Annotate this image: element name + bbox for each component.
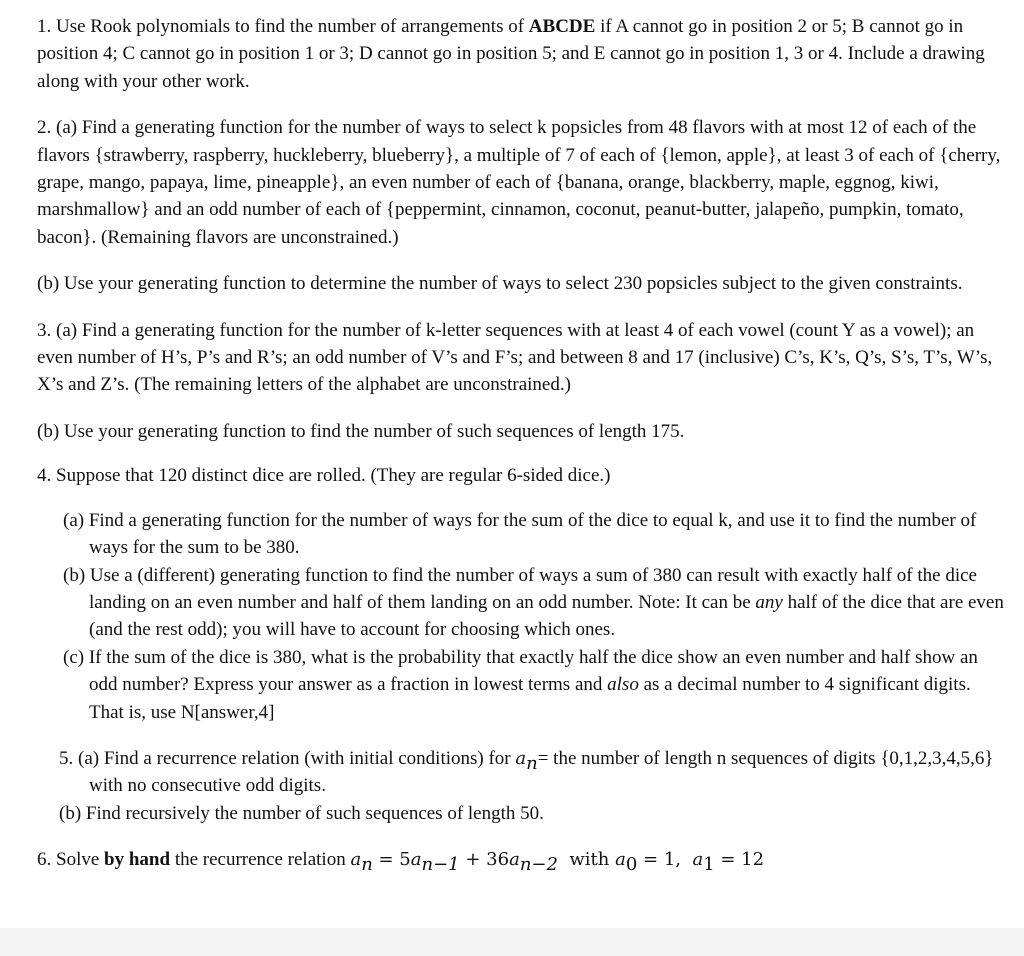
problem-5b: (b) Find recursively the number of such sequences of length 50. xyxy=(59,802,544,824)
problem-2b: (b) Use your generating function to determine the number of ways to select 230 popsicles subject to the given constraints. xyxy=(37,273,963,295)
problem-4c-text-rest: as a decimal number to 4 significant digits. That is, use N[answer,4] xyxy=(89,674,971,723)
problem-4b-emphasis: any xyxy=(755,591,783,613)
eq-coef-2: + 36 xyxy=(459,849,510,871)
problem-1-word: ABCDE xyxy=(528,16,596,37)
eq-term-1-sub: n−1 xyxy=(421,853,460,875)
page-bottom-band xyxy=(0,928,1024,956)
problem-3a: 3. (a) Find a generating function for the number of k-letter sequences with at least 4 of each vowel (count Y as a vowel); an even number of H’s, P’s and R’s; an odd number of V’s and F’s; and between 8 and 17 (inclusive) C’s, K’s, Q’s, S’s, T’s, W’s, X’s and Z’s. (The remaining letters of the alphabet are unconstrained.) xyxy=(37,319,993,396)
problem-6-text-rest: the recurrence relation xyxy=(170,849,351,871)
problem-2a: 2. (a) Find a generating function for the number of ways to select k popsicles from 48 flavors with at most 12 of each of the flavors {strawberry, raspberry, huckleberry, blueberry}, a multiple of 7 of each of {lemon, apple}, at least 3 of each of {cherry, grape, mango, papaya, lime, pineapple}, an even number of each of {banana, orange, blackberry, maple, eggnog, kiwi, marshmallow} and an odd number of each of {peppermint, cinnamon, coconut, peanut-butter, jalapeño, pumpkin, tomato, bacon}. (Remaining flavors are unconstrained.) xyxy=(37,117,1001,248)
problem-1-text: 1. Use Rook polynomials to find the number of arrangements of xyxy=(37,16,529,37)
ic-0-sub: 0 xyxy=(625,853,638,875)
problem-4-parts xyxy=(37,507,1004,726)
problem-4c-emphasis: also xyxy=(607,674,639,696)
problem-5a-text-rest: = the number of length n sequences of digits {0,1,2,3,4,5,6} with no consecutive odd digits. xyxy=(89,747,994,797)
problem-4b-text: (b) Use a (different) generating function to find the number of ways a sum of 380 can result with exactly half of the dice landing on an even number and half of them landing on an odd number. Note: It can be xyxy=(63,564,977,613)
problem-5a-text: 5. (a) Find a recurrence relation (with initial conditions) for xyxy=(59,747,516,769)
problem-5a-subscript: n xyxy=(526,752,538,774)
eq-lhs: a xyxy=(350,849,362,871)
problem-1 xyxy=(37,13,1004,95)
ic-1-sub: 1 xyxy=(703,853,715,875)
problem-6-text: 6. Solve xyxy=(37,849,105,871)
problem-1-text-rest: if A cannot go in position 2 or 5; B cannot go in position 4; C cannot go in position 1 or 3; D cannot go in position 5; and E cannot go in position 1, 3 or 4. Include a drawing along with your other work. xyxy=(37,16,985,92)
problem-5 xyxy=(37,745,1004,827)
problem-4b-text-rest: half of the dice that are even (and the rest odd); you will have to account for choosing which ones. xyxy=(89,591,1004,641)
eq-term-2-sub: n−2 xyxy=(519,853,558,875)
eq-lhs-sub: n xyxy=(361,853,373,875)
problem-4a: (a) Find a generating function for the number of ways for the sum of the dice to equal k, and use it to find the number of ways for the sum to be 380. xyxy=(63,509,977,559)
recurrence-equation xyxy=(350,849,765,875)
problem-4c-text: (c) If the sum of the dice is 380, what is the probability that exactly half the dice show an even number and half show an odd number? Express your answer as a fraction in lowest terms and xyxy=(63,646,978,696)
problem-6-bold: by hand xyxy=(104,849,171,871)
ic-1-value: = 12 xyxy=(714,849,765,871)
problem-4b xyxy=(37,562,1004,644)
problem-5a xyxy=(37,745,1004,800)
eq-term-1: a xyxy=(410,849,422,871)
eq-with: with xyxy=(557,849,616,871)
problem-6 xyxy=(37,846,1004,873)
problem-4c xyxy=(37,644,1004,726)
ic-0: a xyxy=(615,849,626,871)
problem-3b: (b) Use your generating function to find the number of such sequences of length 175. xyxy=(37,420,685,442)
problem-5a-variable: a xyxy=(515,747,527,769)
eq-coef-1: = 5 xyxy=(372,849,411,871)
eq-term-2: a xyxy=(509,849,520,871)
problem-4: 4. Suppose that 120 distinct dice are rolled. (They are regular 6-sided dice.) xyxy=(37,465,611,487)
ic-0-value: = 1, xyxy=(637,849,693,871)
ic-1: a xyxy=(692,849,704,871)
